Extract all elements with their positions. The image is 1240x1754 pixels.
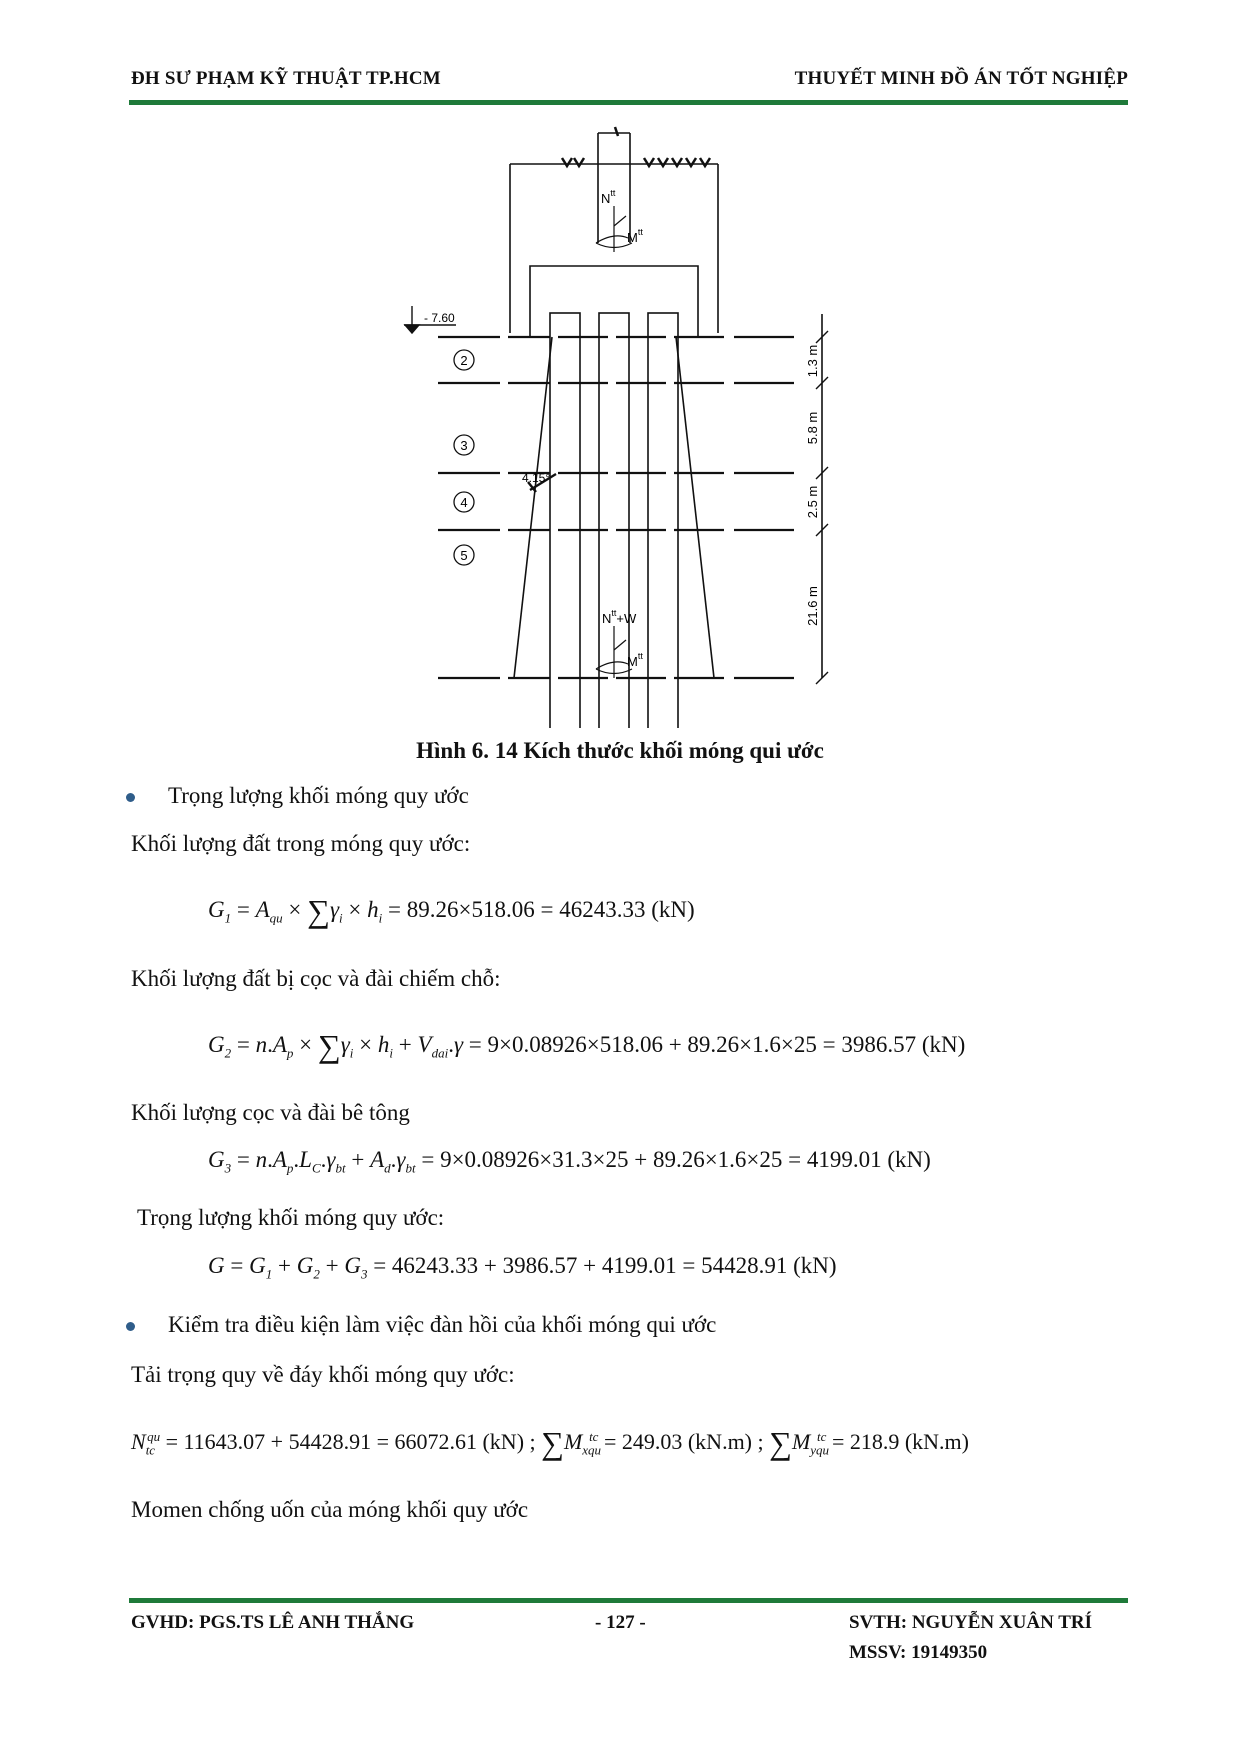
pile-cap: [530, 266, 698, 337]
dim-layer-4: 2.5 m: [805, 485, 820, 519]
paragraph-6: Momen chống uốn của móng khối quy ước: [131, 1497, 529, 1522]
paragraph-2: Khối lượng đất bị cọc và đài chiếm chỗ:: [131, 966, 501, 991]
layer-boundaries: [438, 337, 794, 678]
paragraph-4: Trọng lượng khối móng quy ước:: [137, 1205, 445, 1230]
header-title: THUYẾT MINH ĐỒ ÁN TỐT NGHIỆP: [794, 68, 1128, 89]
dim-layer-2: 1.3 m: [805, 344, 820, 378]
bottom-load-m: $M^{tt}$: [627, 651, 643, 669]
pile-left: [550, 313, 580, 728]
top-load-n: $N^{tt}$: [601, 188, 616, 206]
layer-4-label: 4: [460, 495, 468, 510]
equation-mx-values: = 249.03 (kN.m) ;: [603, 1429, 764, 1454]
slope-right: [676, 337, 714, 678]
paragraph-5: Tải trọng quy về đáy khối móng quy ước:: [131, 1362, 515, 1387]
bottom-load-nw: $N^{tt}+W$: [602, 608, 637, 626]
header-university: ĐH SƯ PHẠM KỸ THUẬT TP.HCM: [131, 68, 441, 89]
top-moment-arrow: [596, 206, 632, 252]
dim-layer-3: 5.8 m: [805, 411, 820, 445]
footer-mssv: MSSV: 19149350: [849, 1642, 988, 1663]
equation-g3-values: = 9×0.08926×31.3×25 + 89.26×1.6×25 = 4199.01 (kN): [421, 1147, 931, 1172]
elevation-label: - 7.60: [424, 311, 455, 325]
paragraph-1: Khối lượng đất trong móng quy ước:: [131, 831, 471, 856]
bullet-text-1: Trọng lượng khối móng quy ước: [168, 783, 469, 808]
equation-g-total: $G = G_1 + G_2 + G_3 = 46243.33 + 3986.57 + 4199.01 = 54428.91$ (kN): [208, 1253, 837, 1282]
pile-right: [648, 313, 678, 728]
equation-g2: $G_2 = n.A_p \times \sum\gamma_i \times h_i + V_{dai}.\gamma = 9\times 0.08926\times 518.06 + 89.26\times 1.6\times 25 = 3986.57$ (kN): [208, 1028, 966, 1064]
bullet-dot: [126, 793, 135, 802]
bullet-dot: [126, 1322, 135, 1331]
equation-g-total-values: = 46243.33 + 3986.57 + 4199.01 = 54428.91 (kN): [373, 1253, 837, 1278]
equation-n-values: = 11643.07 + 54428.91 = 66072.61 (kN) ;: [165, 1429, 536, 1454]
footer-rule: [129, 1598, 1128, 1603]
footer-svth: SVTH: NGUYỄN XUÂN TRÍ: [849, 1612, 1092, 1633]
dim-layer-5: 21.6 m: [805, 586, 820, 626]
equation-g3: $G_3 = n.A_p.L_C.\gamma_{bt} + A_d.\gamma_{bt} = 9\times 0.08926\times 31.3\times 25 + 89.26\times 1.6\times 25 = 4199.01$ (kN): [208, 1147, 931, 1176]
equation-loads: $N_{tc}^{qu} = 11643.07 + 54428.91 = 66072.61$ (kN) ; $\sum M_{xqu}^{tc} = 249.03$ (kN.m) ; $\sum M_{yqu}^{tc} = 218.9$ (kN.m): [131, 1425, 969, 1461]
foundation-diagram: [390, 118, 870, 728]
header-rule: [129, 100, 1128, 105]
slope-left: [514, 337, 552, 678]
figure-caption: Hình 6. 14 Kích thước khối móng qui ước: [416, 738, 824, 763]
bottom-moment-arrow: [596, 626, 632, 678]
equation-g2-values: = 9×0.08926×518.06 + 89.26×1.6×25 = 3986.57 (kN): [468, 1032, 966, 1057]
ground-hatch: [562, 127, 710, 166]
equation-my-values: = 218.9 (kN.m): [831, 1429, 969, 1454]
footer-gvhd: GVHD: PGS.TS LÊ ANH THẮNG: [131, 1612, 415, 1633]
layer-5-label: 5: [460, 548, 468, 563]
layer-3-label: 3: [460, 438, 468, 453]
footer-page-number: - 127 -: [595, 1612, 646, 1633]
top-load-m: $M^{tt}$: [627, 227, 643, 245]
layer-2-label: 2: [460, 353, 468, 368]
equation-g1-values: = 89.26×518.06 = 46243.33 (kN): [388, 897, 695, 922]
angle-label: 4.15°: [522, 471, 551, 485]
paragraph-3: Khối lượng cọc và đài bê tông: [131, 1100, 410, 1125]
bullet-text-2: Kiểm tra điều kiện làm việc đàn hồi của khối móng qui ước: [168, 1312, 717, 1337]
equation-g1: $G_1 = A_{qu} \times \sum\gamma_i \times h_i = 89.26\times 518.06 = 46243.33$ (kN): [208, 893, 695, 929]
